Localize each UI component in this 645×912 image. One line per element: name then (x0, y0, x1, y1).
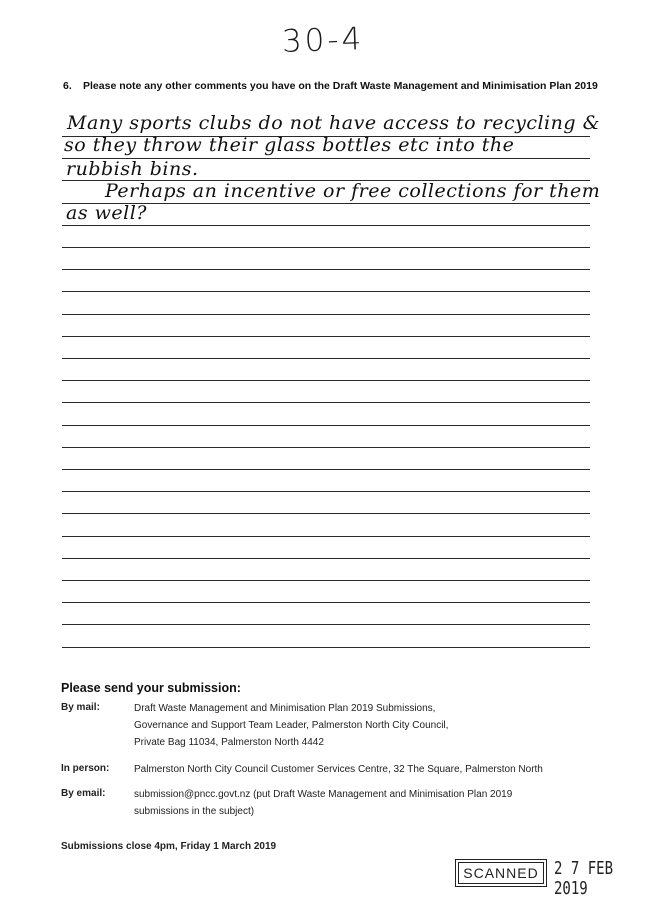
handwritten-line: rubbish bins. (66, 158, 199, 180)
location-line: Palmerston North City Council Customer Services Centre, 32 The Square, Palmerston North (134, 764, 543, 775)
ruled-line (62, 580, 590, 581)
page-number: 30-4 (281, 21, 365, 60)
scanned-stamp: SCANNED (458, 862, 544, 884)
by-mail-address (134, 700, 574, 751)
address-line: Governance and Support Team Leader, Palmerston North City Council, (134, 720, 449, 731)
ruled-line (62, 247, 590, 248)
ruled-line (62, 624, 590, 625)
ruled-lines (62, 112, 590, 652)
ruled-line (62, 513, 590, 514)
ruled-line (62, 158, 590, 159)
handwritten-line: as well? (66, 202, 147, 224)
ruled-line (62, 180, 590, 181)
question-number: 6. (63, 80, 72, 92)
email-line: submission@pncc.govt.nz (put Draft Waste Management and Minimisation Plan 2019 (134, 789, 513, 800)
address-line: Draft Waste Management and Minimisation Plan 2019 Submissions, (134, 703, 436, 714)
ruled-line (62, 225, 590, 226)
ruled-line (62, 602, 590, 603)
ruled-line (62, 491, 590, 492)
in-person-label: In person: (61, 763, 110, 774)
handwritten-line: Perhaps an incentive or free collections for them (105, 180, 601, 202)
ruled-line (62, 269, 590, 270)
handwritten-line: so they throw their glass bottles etc into the (64, 134, 515, 156)
question (63, 80, 598, 92)
closing-date: Submissions close 4pm, Friday 1 March 2019 (61, 841, 277, 852)
ruled-line (62, 203, 590, 204)
ruled-line (62, 380, 590, 381)
ruled-line (62, 314, 590, 315)
handwritten-line: Many sports clubs do not have access to recycling & (67, 112, 600, 134)
ruled-line (62, 291, 590, 292)
ruled-line (62, 447, 590, 448)
ruled-line (62, 358, 590, 359)
ruled-line (62, 647, 590, 648)
by-mail-label: By mail: (61, 702, 100, 713)
ruled-line (62, 136, 590, 137)
ruled-line (62, 425, 590, 426)
ruled-line (62, 469, 590, 470)
ruled-line (62, 336, 590, 337)
by-email-label: By email: (61, 788, 106, 799)
address-line: Private Bag 11034, Palmerston North 4442 (134, 737, 324, 748)
ruled-line (62, 402, 590, 403)
email-line: submissions in the subject) (134, 806, 255, 817)
in-person-location (134, 761, 574, 778)
question-text: Please note any other comments you have on the Draft Waste Management and Minimisation Plan 2019 (83, 80, 598, 92)
ruled-line (62, 536, 590, 537)
stamp-date: 2 7 FEB 2019 (554, 859, 614, 899)
by-email-details (134, 786, 574, 820)
submission-heading: Please send your submission: (61, 681, 241, 695)
ruled-line (62, 558, 590, 559)
